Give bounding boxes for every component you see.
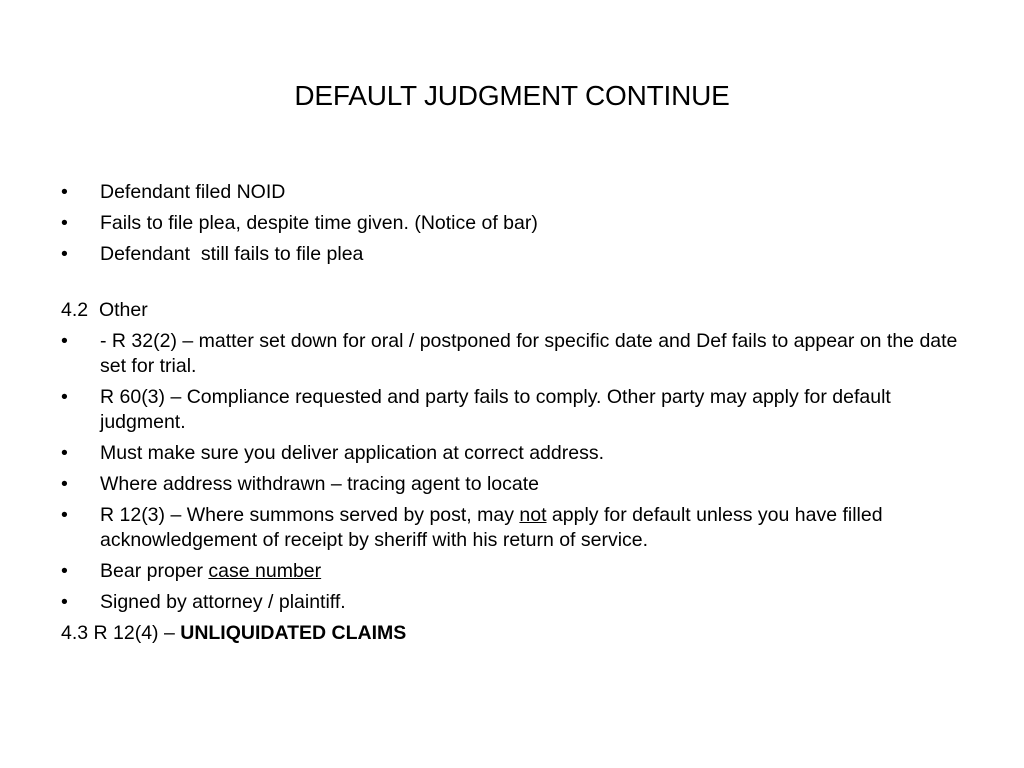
text-before: Bear proper: [100, 560, 209, 582]
list-item: [61, 441, 961, 466]
list-item-text: Where address withdrawn – tracing agent to locate: [100, 473, 539, 495]
bullet-icon: •: [61, 504, 68, 526]
list-item-text: R 60(3) – Compliance requested and party fails to comply. Other party may apply for default judgment.: [100, 386, 891, 433]
bullet-icon: •: [61, 560, 68, 582]
list-item: [61, 329, 961, 379]
bullet-icon: •: [61, 181, 68, 203]
list-item: [61, 242, 961, 267]
list-item: [61, 590, 961, 615]
spacer: [61, 273, 961, 298]
bullet-icon: •: [61, 591, 68, 613]
bullet-icon: •: [61, 243, 68, 265]
list-item: [61, 385, 961, 435]
list-item: [61, 472, 961, 497]
list-item: [61, 211, 961, 236]
section-heading-4-3: [61, 621, 961, 646]
section-prefix: 4.3 R 12(4) –: [61, 622, 181, 644]
section-bold: UNLIQUIDATED CLAIMS: [180, 622, 407, 644]
bullet-icon: •: [61, 212, 68, 234]
section-heading-4-2: 4.2 Other: [61, 299, 148, 321]
text-before: R 12(3) – Where summons served by post, may: [100, 504, 520, 526]
underlined-case-number: case number: [208, 560, 322, 582]
bullet-icon: •: [61, 442, 68, 464]
list-item-text: Fails to file plea, despite time given. (Notice of bar): [100, 212, 538, 234]
list-item: [61, 503, 961, 553]
list-item-text: Defendant still fails to file plea: [100, 243, 364, 265]
bullet-icon: •: [61, 386, 68, 408]
list-item-text: Must make sure you deliver application at correct address.: [100, 442, 604, 464]
bullet-icon: •: [61, 473, 68, 495]
bullet-icon: •: [61, 330, 68, 352]
list-item-text: - R 32(2) – matter set down for oral / postponed for specific date and Def fails to appear on the date set for trial.: [100, 330, 958, 377]
slide-body: [61, 180, 961, 652]
list-item-text: [100, 504, 883, 551]
list-item-text: Defendant filed NOID: [100, 181, 286, 203]
list-item: [61, 180, 961, 205]
text-after: apply for default unless you have filled acknowledgement of receipt by sheriff with his return of service.: [100, 504, 883, 551]
list-item-text: Signed by attorney / plaintiff.: [100, 591, 346, 613]
slide-title: DEFAULT JUDGMENT CONTINUE: [294, 80, 730, 111]
list-item-text: [100, 560, 321, 582]
underlined-not: not: [519, 504, 547, 526]
list-item: [61, 559, 961, 584]
